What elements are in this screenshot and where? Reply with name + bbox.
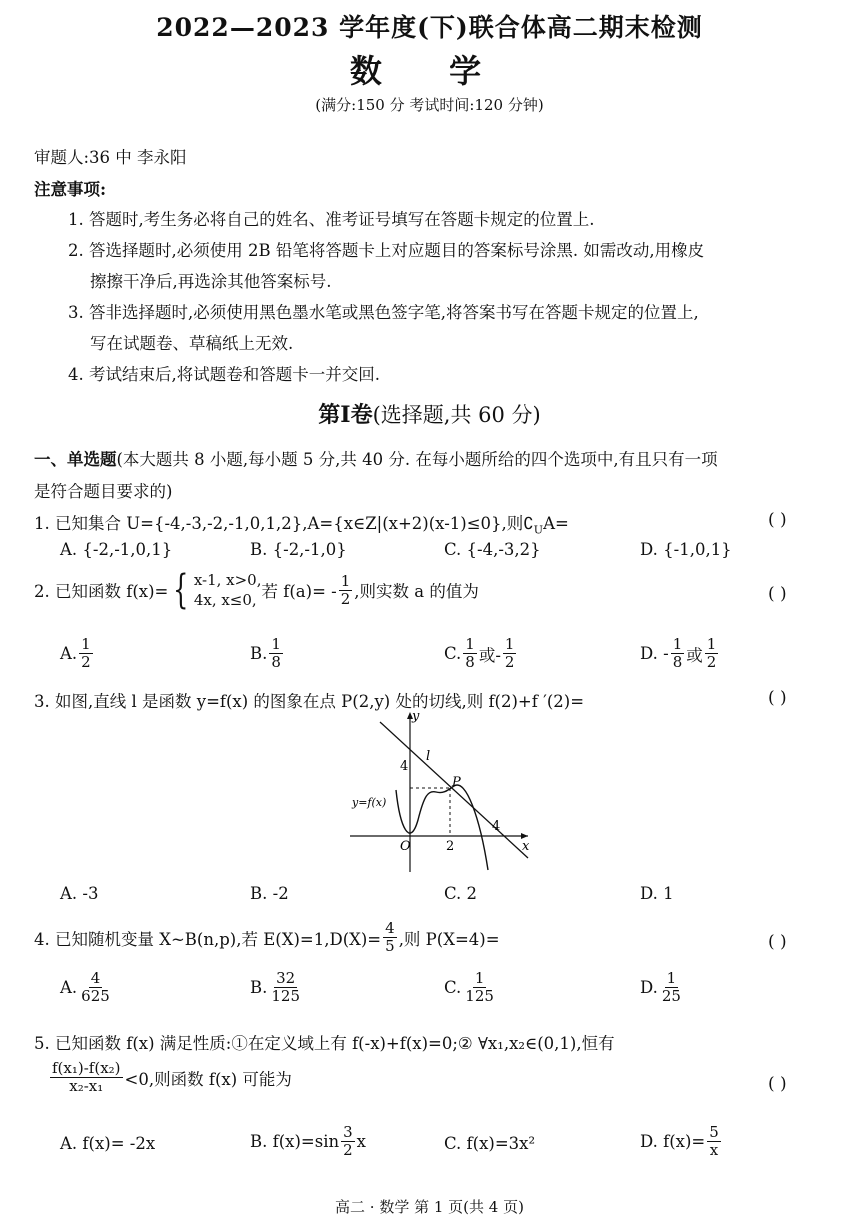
notice-heading: 注意事项: bbox=[34, 180, 107, 199]
numerator: 4 bbox=[90, 969, 101, 987]
numerator: f(x₁)-f(x₂) bbox=[52, 1059, 121, 1077]
option-joiner: 或 bbox=[686, 645, 703, 665]
q2-option-d bbox=[640, 636, 720, 671]
brace-symbol: { bbox=[173, 567, 189, 613]
fraction bbox=[671, 636, 685, 671]
numerator: 5 bbox=[709, 1123, 719, 1141]
q5-option-d bbox=[640, 1124, 723, 1159]
option-label: C. bbox=[444, 978, 462, 997]
option-label: A. bbox=[60, 978, 78, 997]
q2-half-fraction bbox=[339, 573, 353, 608]
section-title bbox=[0, 398, 859, 429]
option-text: x bbox=[356, 1132, 366, 1151]
subject-title: 数 学 bbox=[349, 52, 510, 90]
numerator: 1 bbox=[666, 969, 677, 987]
fraction bbox=[503, 636, 517, 671]
notice-item: 2. 答选择题时,必须使用 2B 铅笔将答题卡上对应题目的答案标号涂黑. 如需改动,用橡皮 bbox=[68, 241, 705, 260]
q2-option-b bbox=[250, 636, 285, 671]
page-footer: 高二 · 数学 第 1 页(共 4 页) bbox=[335, 1198, 524, 1216]
q5-stem-line2 bbox=[48, 1060, 292, 1095]
q1-option-b: B. {-2,-1,0} bbox=[250, 540, 347, 559]
q3-option-c: C. 2 bbox=[444, 884, 478, 903]
q4-option-b bbox=[250, 970, 304, 1005]
origin-label: O bbox=[400, 839, 411, 854]
q2-option-a bbox=[60, 636, 95, 671]
curve-label: y=f(x) bbox=[352, 796, 387, 809]
tangent-line bbox=[380, 722, 528, 858]
fraction bbox=[50, 1060, 123, 1095]
numerator: 4 bbox=[385, 919, 395, 937]
denominator: 2 bbox=[343, 1141, 353, 1159]
denominator: 125 bbox=[465, 987, 494, 1005]
q1-option-c: C. {-4,-3,2} bbox=[444, 540, 541, 559]
numerator: 1 bbox=[672, 635, 683, 653]
q3-figure bbox=[340, 708, 540, 878]
denominator: 2 bbox=[706, 653, 717, 671]
numerator: 3 bbox=[343, 1123, 353, 1141]
fraction bbox=[660, 970, 683, 1005]
numerator: 1 bbox=[474, 969, 485, 987]
answer-blank: ( ) bbox=[768, 584, 787, 604]
part1-desc: (本大题共 8 小题,每小题 5 分,共 40 分. 在每小题所给的四个选项中,有且只有一项 bbox=[116, 450, 718, 469]
q3-stem: 3. 如图,直线 l 是函数 y=f(x) 的图象在点 P(2,y) 处的切线,则 f(2)+f ′(2)= bbox=[34, 692, 585, 711]
q4-option-a bbox=[60, 970, 114, 1005]
fraction bbox=[707, 1124, 721, 1159]
numerator: 1 bbox=[340, 571, 351, 590]
section-rest: (选择题,共 60 分) bbox=[372, 403, 541, 427]
q5-stem-line1: 5. 已知函数 f(x) 满足性质:①在定义域上有 f(-x)+f(x)=0;② ∀x₁,x₂∈(0,1),恒有 bbox=[34, 1034, 615, 1053]
denominator: 8 bbox=[672, 653, 683, 671]
q1-sub: U bbox=[533, 523, 544, 537]
q4-stem-b: ,则 P(X=4)= bbox=[398, 929, 500, 949]
denominator: x bbox=[709, 1141, 719, 1159]
answer-blank: ( ) bbox=[768, 688, 787, 708]
numerator: 1 bbox=[465, 635, 475, 653]
part1-desc-cont: 是符合题目要求的) bbox=[34, 482, 173, 501]
denominator: 625 bbox=[81, 987, 110, 1005]
q1-tail: A= bbox=[543, 514, 569, 533]
answer-blank: ( ) bbox=[768, 510, 787, 530]
q1-option-d: D. {-1,0,1} bbox=[640, 540, 732, 559]
y-axis-label: y bbox=[412, 709, 420, 724]
option-label: D. bbox=[640, 978, 658, 997]
notice-item: 3. 答非选择题时,必须使用黑色墨水笔或黑色签字笔,将答案书写在答题卡规定的位置上, bbox=[68, 303, 699, 322]
exam-meta: (满分:150 分 考试时间:120 分钟) bbox=[315, 96, 544, 114]
numerator: 32 bbox=[276, 969, 296, 987]
q1-option-a: A. {-2,-1,0,1} bbox=[60, 540, 173, 559]
option-text: D. f(x)= bbox=[640, 1132, 706, 1151]
fraction bbox=[269, 970, 302, 1005]
fraction bbox=[79, 970, 112, 1005]
q2-cases bbox=[194, 570, 262, 610]
part1-label: 一、单选题 bbox=[34, 450, 117, 469]
q1-stem-text: 1. 已知集合 U={-4,-3,-2,-1,0,1,2},A={x∈Z|(x+2)(x-1)≤0},则∁ bbox=[34, 514, 534, 533]
fraction bbox=[463, 970, 496, 1005]
answer-blank: ( ) bbox=[768, 1074, 787, 1094]
denominator: x₂-x₁ bbox=[69, 1077, 104, 1095]
fraction bbox=[341, 1124, 355, 1159]
q2-option-c bbox=[444, 636, 518, 671]
notice-item: 擦擦干净后,再选涂其他答案标号. bbox=[90, 272, 332, 291]
q2-stem-a: 2. 已知函数 f(x)= bbox=[34, 582, 169, 601]
point-label: P bbox=[452, 775, 461, 790]
q5-option-a: A. f(x)= -2x bbox=[60, 1134, 156, 1153]
denominator: 25 bbox=[661, 987, 681, 1005]
denominator: 2 bbox=[340, 589, 351, 608]
q2-case-2: 4x, x≤0, bbox=[193, 591, 257, 609]
q3-option-a: A. -3 bbox=[60, 884, 99, 903]
q5-stem-b: <0,则函数 f(x) 可能为 bbox=[124, 1069, 292, 1089]
notice-item: 写在试题卷、草稿纸上无效. bbox=[90, 334, 294, 353]
fraction bbox=[383, 920, 397, 955]
numerator: 1 bbox=[706, 635, 717, 653]
q2-stem-b: 若 f(a)= - bbox=[261, 582, 337, 601]
section-label: 第Ⅰ卷 bbox=[318, 402, 373, 428]
notice-item: 1. 答题时,考生务必将自己的姓名、准考证号填写在答题卡规定的位置上. bbox=[68, 210, 595, 229]
fraction bbox=[463, 636, 477, 671]
q4-stem bbox=[34, 920, 500, 955]
notice-item: 4. 考试结束后,将试题卷和答题卡一并交回. bbox=[68, 365, 380, 384]
option-label: C. bbox=[444, 644, 462, 663]
fraction bbox=[269, 636, 283, 671]
fraction bbox=[705, 636, 719, 671]
option-label: A. bbox=[60, 644, 78, 663]
option-label: B. bbox=[250, 644, 268, 663]
q3-option-b: B. -2 bbox=[250, 884, 289, 903]
denominator: 125 bbox=[271, 987, 301, 1005]
numerator: 1 bbox=[504, 635, 515, 653]
x-axis-label: x bbox=[522, 839, 530, 854]
x-tick-2: 2 bbox=[446, 839, 455, 854]
option-label: D. - bbox=[640, 644, 669, 663]
option-label: B. bbox=[250, 978, 268, 997]
line-label: l bbox=[426, 749, 431, 764]
reviewer: 审题人:36 中 李永阳 bbox=[34, 148, 187, 167]
numerator: 1 bbox=[271, 635, 281, 653]
denominator: 2 bbox=[81, 653, 91, 671]
y-intercept-label: 4 bbox=[400, 759, 409, 774]
part1-heading bbox=[34, 446, 718, 470]
exam-title: 2022—2023 学年度(下)联合体高二期末检测 bbox=[156, 13, 703, 42]
q4-option-d bbox=[640, 970, 685, 1005]
q5-option-c: C. f(x)=3x² bbox=[444, 1134, 536, 1153]
q4-stem-a: 4. 已知随机变量 X~B(n,p),若 E(X)=1,D(X)= bbox=[34, 929, 382, 949]
q2-case-1: x-1, x>0, bbox=[193, 571, 262, 589]
denominator: 5 bbox=[385, 937, 395, 955]
q3-option-d: D. 1 bbox=[640, 884, 674, 903]
option-text: B. f(x)=sin bbox=[250, 1132, 340, 1151]
q5-option-b bbox=[250, 1124, 366, 1159]
x-intercept-label: 4 bbox=[492, 819, 501, 834]
denominator: 8 bbox=[271, 653, 281, 671]
denominator: 8 bbox=[465, 653, 475, 671]
q1-stem bbox=[34, 510, 569, 536]
q4-option-c bbox=[444, 970, 498, 1005]
denominator: 2 bbox=[504, 653, 515, 671]
answer-blank: ( ) bbox=[768, 932, 787, 952]
q2-stem-c: ,则实数 a 的值为 bbox=[354, 582, 479, 601]
fraction bbox=[79, 636, 93, 671]
numerator: 1 bbox=[81, 635, 91, 653]
q2-stem bbox=[34, 567, 479, 613]
option-joiner: 或- bbox=[478, 645, 501, 665]
